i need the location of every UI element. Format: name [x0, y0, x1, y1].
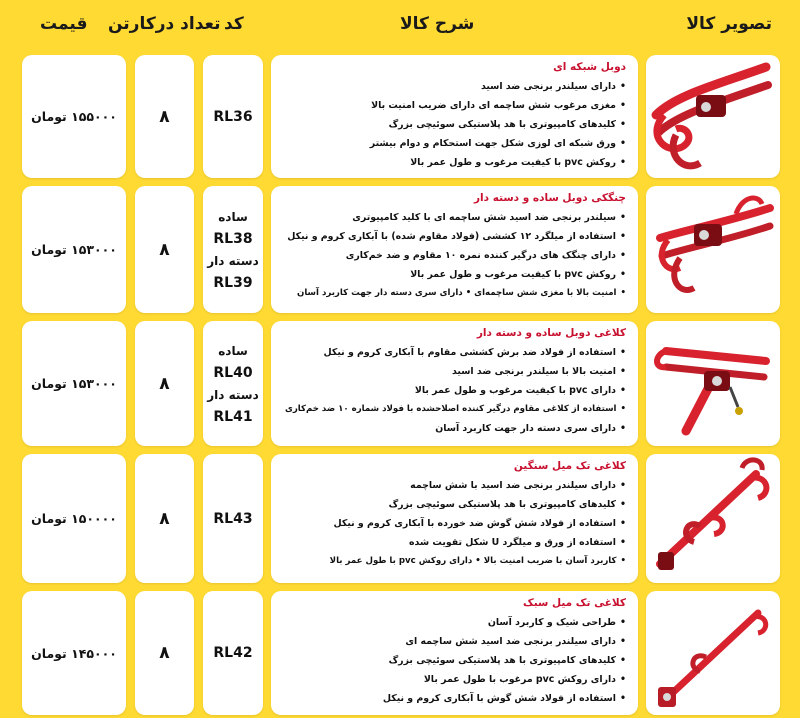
variant-label: دسته دار — [207, 387, 259, 402]
product-row-rl43 — [0, 454, 800, 583]
price: ۱۴۵۰۰۰ تومان — [31, 645, 117, 661]
carton-count-cell — [135, 186, 194, 313]
price-cell — [22, 55, 126, 178]
steering-lock-single-heavy-image — [646, 454, 780, 583]
product-description — [271, 591, 638, 715]
feature-list — [279, 77, 626, 172]
steering-lock-hook-image — [646, 186, 780, 313]
carton-count-cell — [135, 321, 194, 446]
feature-item: • طراحی شیک و کاربرد آسان — [279, 613, 626, 632]
header-count: تعداد درکارتن — [108, 14, 221, 34]
table-header — [0, 0, 800, 44]
price-cell — [22, 591, 126, 715]
steering-lock-crow-double-image — [646, 321, 780, 446]
feature-item: • استفاده از میلگرد ۱۲ کششی (فولاد مقاوم شده) با آبکاری کروم و نیکل — [279, 227, 626, 246]
carton-count-cell — [135, 454, 194, 583]
feature-item: • روکش pvc با کیفیت مرغوب و طول عمر بالا — [279, 153, 626, 172]
product-code: RL39 — [213, 274, 253, 291]
product-code: RL43 — [213, 510, 253, 527]
carton-count: ۸ — [159, 508, 170, 529]
price: ۱۵۰۰۰۰ تومان — [31, 511, 117, 526]
feature-item: • کلیدهای کامپیوتری با هد پلاستیکی سوئیچی بزرگ — [279, 115, 626, 134]
product-image — [646, 55, 780, 178]
product-code-cell — [203, 591, 263, 715]
product-image — [646, 321, 780, 446]
product-title: کلاغی تک میل سبک — [522, 597, 626, 609]
feature-list — [279, 613, 626, 708]
variant-label: ساده — [218, 343, 248, 358]
product-code-cell — [203, 321, 263, 446]
header-code: کد — [224, 14, 244, 34]
feature-list — [279, 208, 626, 303]
product-description — [271, 55, 638, 178]
feature-item: • دارای سری دسته دار جهت کاربرد آسان — [279, 419, 626, 438]
feature-item: • دارای روکش pvc مرغوب با طول عمر بالا — [279, 670, 626, 689]
product-title: چنگکی دوبل ساده و دسته دار — [474, 192, 626, 204]
product-description — [271, 454, 638, 583]
carton-count-cell — [135, 591, 194, 715]
feature-item: • دارای سیلندر برنجی ضد اسید شش ساچمه ای — [279, 632, 626, 651]
product-row-rl36 — [0, 55, 800, 178]
header-image: تصویر کالا — [686, 14, 772, 34]
product-code-cell — [203, 454, 263, 583]
product-title: کلاغی دوبل ساده و دسته دار — [476, 327, 626, 339]
feature-item: • استفاده از فولاد شش گوش ضد خورده با آبکاری کروم و نیکل — [279, 514, 626, 533]
feature-item: • ورق شبکه ای لوزی شکل جهت استحکام و دوام بیشتر — [279, 134, 626, 153]
feature-item: • دارای pvc با کیفیت مرغوب و طول عمر بالا — [279, 381, 626, 400]
product-code: RL42 — [213, 645, 253, 661]
feature-item: • دارای چنگک های درگیر کننده نمره ۱۰ مقاوم و ضد خم‌کاری — [279, 246, 626, 265]
feature-item: • دارای سیلندر برنجی ضد اسید با شش ساچمه — [279, 476, 626, 495]
carton-count: ۸ — [159, 373, 170, 394]
feature-item: • امنیت بالا با سیلندر برنجی ضد اسید — [279, 362, 626, 381]
product-description — [271, 186, 638, 313]
feature-item: • استفاده از ورق و میلگرد U شکل تقویت شده — [279, 533, 626, 552]
product-image — [646, 186, 780, 313]
variant-label: دسته دار — [207, 253, 259, 268]
header-price: قیمت — [40, 14, 88, 34]
price: ۱۵۵۰۰۰ تومان — [31, 109, 117, 124]
feature-item: • کلیدهای کامپیوتری با هد پلاستیکی سوئیچی بزرگ — [279, 651, 626, 670]
carton-count: ۸ — [159, 106, 170, 127]
feature-item: • امنیت بالا با مغزی شش ساچمه‌ای • دارای سری دسته دار جهت کاربرد آسان — [279, 284, 626, 303]
price-cell — [22, 186, 126, 313]
feature-item: • کاربرد آسان با ضریب امنیت بالا • دارای روکش pvc با طول عمر بالا — [279, 552, 626, 571]
product-code: RL38 — [213, 230, 253, 247]
steering-lock-double-image — [646, 55, 780, 178]
price-cell — [22, 321, 126, 446]
product-code-cell — [203, 186, 263, 313]
carton-count: ۸ — [159, 643, 170, 663]
product-row-rl42 — [0, 591, 800, 715]
feature-item: • مغزی مرغوب شش ساچمه ای دارای ضریب امنیت بالا — [279, 96, 626, 115]
product-title: دوبل شبکه ای — [553, 61, 626, 73]
price: ۱۵۳۰۰۰ تومان — [31, 242, 117, 257]
feature-item: • سیلندر برنجی ضد اسید شش ساچمه ای با کلید کامپیوتری — [279, 208, 626, 227]
product-title: کلاغی تک میل سنگین — [513, 460, 626, 472]
feature-item: • روکش pvc با کیفیت مرغوب و طول عمر بالا — [279, 265, 626, 284]
feature-list — [279, 343, 626, 438]
carton-count: ۸ — [159, 239, 170, 260]
product-code: RL40 — [213, 364, 253, 381]
product-code: RL36 — [213, 108, 253, 125]
feature-item: • استفاده از فولاد شش گوش با آبکاری کروم و نیکل — [279, 689, 626, 708]
steering-lock-single-light-image — [646, 591, 780, 715]
product-code-cell — [203, 55, 263, 178]
product-image — [646, 591, 780, 715]
product-code: RL41 — [213, 408, 253, 425]
product-row-rl40-rl41 — [0, 321, 800, 446]
header-description: شرح کالا — [400, 14, 475, 34]
feature-list — [279, 476, 626, 571]
feature-item: • دارای سیلندر برنجی ضد اسید — [279, 77, 626, 96]
feature-item: • کلیدهای کامپیوتری با هد پلاستیکی سوئیچی بزرگ — [279, 495, 626, 514]
product-image — [646, 454, 780, 583]
product-description — [271, 321, 638, 446]
product-row-rl38-rl39 — [0, 186, 800, 313]
feature-item: • استفاده از فولاد ضد برش کششی مقاوم با آبکاری کروم و نیکل — [279, 343, 626, 362]
carton-count-cell — [135, 55, 194, 178]
price: ۱۵۳۰۰۰ تومان — [31, 376, 117, 391]
variant-label: ساده — [218, 209, 248, 224]
price-cell — [22, 454, 126, 583]
feature-item: • استفاده از کلاغی مقاوم درگیر کننده اصلاحشده با فولاد شماره ۱۰ ضد خم‌کاری — [279, 400, 626, 419]
